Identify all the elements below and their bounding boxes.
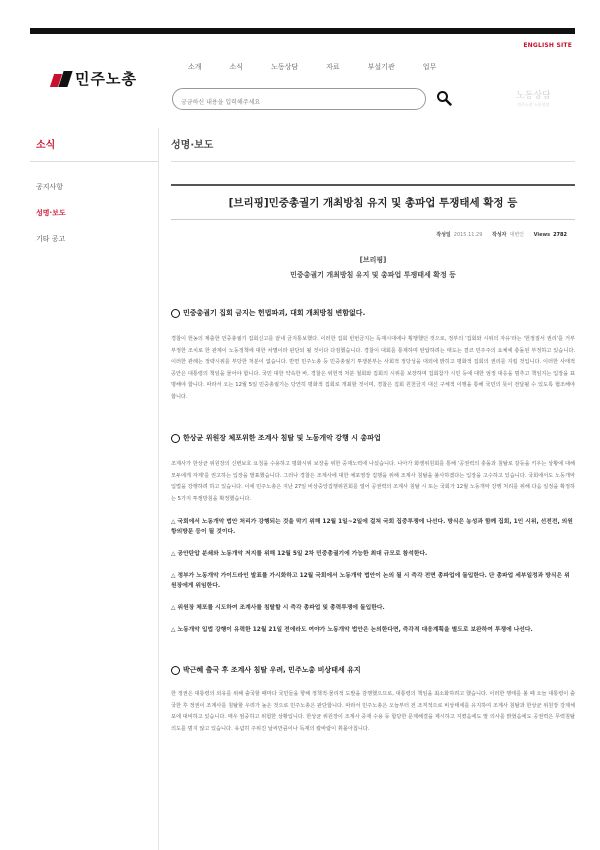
section-heading: 민중총궐기 집회 금지는 헌법파괴, 대회 개최방침 변함없다. bbox=[183, 309, 366, 317]
briefing-tag: [브리핑] bbox=[359, 256, 387, 264]
circle-icon bbox=[171, 666, 180, 675]
section-heading: 박근혜 출국 후 조계사 침탈 우려, 민주노총 비상태세 유지 bbox=[183, 666, 361, 674]
bullet-item: △ 정부가 노동개악 가이드라인 발표를 가시화하고 12월 국회에서 노동개악 법안이 논의 될 시 즉각 전면 총파업에 돌입한다. 단 총파업 세부일정과 방식은 위원장에게 위임한다. bbox=[171, 573, 570, 589]
nav-item-affiliates[interactable]: 부설기관 bbox=[367, 63, 395, 71]
views-label: Views bbox=[533, 232, 551, 238]
top-bar bbox=[30, 28, 575, 34]
nav-item-intro[interactable]: 소개 bbox=[188, 63, 202, 71]
bullet-list bbox=[171, 517, 575, 635]
main-nav bbox=[188, 62, 464, 72]
section-3 bbox=[171, 665, 575, 735]
sidebar-title: 소식 bbox=[30, 128, 158, 162]
nav-item-work[interactable]: 업무 bbox=[422, 63, 437, 71]
sidebar bbox=[30, 128, 158, 258]
bullet-item: △ 공안탄압 분쇄와 노동개악 저지를 위해 12월 5일 2차 민중총궐기에 가능한 최대 규모로 참석한다. bbox=[171, 551, 428, 557]
post-author: 대변인 bbox=[509, 232, 524, 238]
section-1 bbox=[171, 308, 575, 403]
english-site-link[interactable]: ENGLISH SITE bbox=[523, 42, 572, 49]
bullet-item: △ 국회에서 노동개악 법안 처리가 강행되는 것을 막기 위해 12월 1일~2일에 걸쳐 국회 집중투쟁에 나선다. 방식은 농성과 함께 집회, 1인 시위, 선전전, 의원 항의방문 등이 될 것이다. bbox=[171, 519, 573, 535]
bullet-item: △ 노동개악 입법 강행이 유력한 12월 21일 전에라도 여야가 노동개악 법안은 논의한다면, 즉각적 대응계획을 별도로 보완하여 투쟁에 나선다. bbox=[171, 627, 533, 633]
section-paragraph: 한 정권은 대통령의 외유를 위해 출국할 때마다 국민들을 향해 정책적·물리적 도발을 감행했으므로, 대통령의 책임을 최소화하려고 했습니다. 이러한 행태를 볼 때 오늘 대통령이 출국한 후 정권이 조계사를 침탈할 우려가 높은 것으로 민주노총은 판단합니다. 따라서 민주노총은 오늘부터 전 조직적으로 비상태세를 유지하여 조계사 침탈과 한상균 위원장 강제체포에 대비하고 있습니다. 매우 엄중하고 위험한 상황입니다. 한상균 위원장이 조계사 중재 수용 등 합당한 문제해결을 제시하고 지켰음에도 말 의사를 밝혔음에도 공권력은 무력침탈 의도를 멈지 않고 있습니다. 유념히 주위진 날씨만큼이나 독재의 칼바람이 휘몰아칩니다. bbox=[171, 691, 575, 732]
bullet-item: △ 위원장 체포를 시도하여 조계사를 침탈할 시 즉각 총파업 및 총력투쟁에 돌입한다. bbox=[171, 605, 385, 611]
post-date: 2015.11.29 bbox=[453, 232, 483, 238]
sidebar-item-statements[interactable]: 성명·보도 bbox=[36, 209, 66, 217]
search-box bbox=[172, 88, 426, 110]
article-header bbox=[171, 184, 575, 220]
search-icon[interactable] bbox=[436, 90, 452, 106]
article-title: [브리핑]민중총궐기 개최방침 유지 및 총파업 투쟁태세 확정 등 bbox=[228, 197, 518, 209]
logo-text: 민주노총 bbox=[75, 70, 137, 88]
nav-item-counsel[interactable]: 노동상담 bbox=[271, 63, 299, 71]
sidebar-item-notices[interactable]: 공지사항 bbox=[36, 183, 64, 191]
nav-item-resources[interactable]: 자료 bbox=[326, 63, 340, 71]
date-label: 작성일 bbox=[436, 232, 451, 238]
briefing-headline: 민중총궐기 개최방침 유지 및 총파업 투쟁태세 확정 등 bbox=[290, 271, 456, 279]
section-paragraph: 경찰이 헌농의 제출한 민중총궐기 집회신고를 끝내 금지통보했다. 이러한 집회 빈번금지는 독재시대에나 횡행했던 것으로, 정부의 '집회와 시위의 자유'라는 '헌정질서 권리'를 거부 부정한 조치로 한 관계이 노동정책에 대한 차별이라 판단되 될 것이다 다짐했습니다. 경찰이 대회를 통제하며 탄압하려는 태도는 결코 민주주의 요체에 충돌된 부정하고 있습니다. 이러한 관례는 정략시위를 부당한 처분이 없습니다. 반면 민주노총 등 민중총궐기 투쟁본부는 사회적 정당성을 대외에 밝히고 평화적 집회의 권리를 지킬 것입니다. 이러한 사태적 공안은 대통령의 책임을 물어야 합니다. 국민 대한 약속한 바, 경찰은 위헌적 처분 철회와 집회의 시위를 보장하며 집회참가 시민 등에 대한 엄정 대응을 멈추고 책임지는 입장을 표명해야 합니다. 따라서 오는 12월 5일 민중총궐기는 당연히 평화적 집회로 개최할 것이며, 경찰은 집회 원천금지 대신 구체적 이행을 통해 국민의 뜻이 전달될 수 있도록 협조해야 합니다. bbox=[171, 336, 575, 400]
labor-counsel-title: 노동상담 bbox=[516, 91, 551, 101]
labor-counsel-link[interactable] bbox=[516, 88, 551, 108]
circle-icon bbox=[171, 309, 180, 318]
sidebar-item-other-notices[interactable]: 기타 공고 bbox=[36, 235, 66, 243]
section-heading: 한상균 위원장 체포위한 조계사 침탈 및 노동개악 강행 시 총파업 bbox=[183, 434, 381, 442]
article-meta bbox=[171, 231, 575, 241]
nav-item-news[interactable]: 소식 bbox=[229, 63, 244, 71]
circle-icon bbox=[171, 434, 180, 443]
author-label: 작성자 bbox=[492, 232, 507, 238]
sidebar-divider bbox=[158, 128, 159, 850]
site-logo[interactable] bbox=[52, 68, 137, 89]
logo-mark-icon bbox=[52, 71, 72, 87]
page-title: 성명·보도 bbox=[171, 128, 575, 162]
labor-counsel-sub: 민주노총 노동상담 bbox=[517, 102, 550, 107]
section-paragraph: 조계사가 한상균 위원장의 신변보호 요청을 수용하고 평화시위 보장을 위한 중재노력에 나섰습니다. 나아가 화쟁위원회를 통해 '공권력의 충돌과 침탈로 갈등을 키우는 상황에 대해 모두에게 자제'를 권고하는 입장을 발표했습니다. 그러나 경찰은 조계사에 대한 체포영장 집행을 위해 조계사 침탈을 불사하겠다는 입장을 고수하고 있습니다. 국회에서도 노동개악 입법을 강행하려 하고 있습니다. 이에 민주노총은 지난 27일 비상중앙집행위원회를 열어 공권력의 조계사 침탈 시 또는 국회가 12월 노동개악 강행 처리를 위해 다음 일정을 확정하는 5가지 투쟁방침을 확정했습니다. bbox=[171, 461, 575, 502]
main-content bbox=[171, 128, 575, 735]
section-2 bbox=[171, 433, 575, 505]
view-count: 2782 bbox=[553, 232, 567, 238]
article-subtitle bbox=[171, 255, 575, 280]
search-input[interactable] bbox=[181, 93, 411, 113]
